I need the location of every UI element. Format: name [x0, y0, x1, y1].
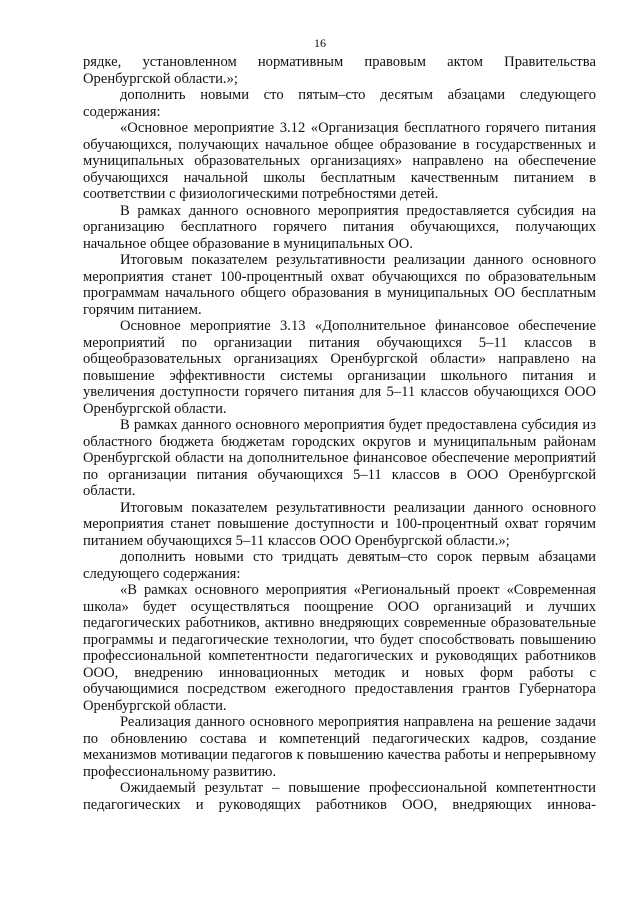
- paragraph-2: дополнить новыми сто пятым–сто десятым абзацами следующего содержания:: [83, 87, 596, 120]
- paragraph-9: дополнить новыми сто тридцать девятым–сто сорок первым абзацами следующего содержания:: [83, 549, 596, 582]
- paragraph-7: В рамках данного основного мероприятия будет предоставлена субсидия из областного бюджета бюджетам городских округов и муниципальным районам Оренбургской области на дополнительное финансовое обеспечение мероприятий по организации питания обучающихся 5–11 классов в ООО Оренбургской области.: [83, 417, 596, 499]
- paragraph-10: «В рамках основного мероприятия «Региональный проект «Современная школа» будет осуществляться поощрение ООО организаций и лучших педагогических работников, активно внедряющих современные образовательные программы и педагогические технологии, что будет способствовать повышению профессиональной компетентности педагогических и руководящих работников ООО, внедрению инновационных методик и новых форм работы с обучающимися посредством ежегодного предоставления грантов Губернатора Оренбургской области.: [83, 582, 596, 714]
- paragraph-8: Итоговым показателем результативности реализации данного основного мероприятия станет повышение доступности и 100-процентный охват горячим питанием обучающихся 5–11 классов ООО Оренбургской области.»;: [83, 499, 596, 549]
- paragraph-12: Ожидаемый результат – повышение профессиональной компетентности педагогических и руководящих работников ООО, внедряющих иннова-: [83, 780, 596, 813]
- page-number: 16: [314, 36, 326, 50]
- paragraph-3: «Основное мероприятие 3.12 «Организация бесплатного горячего питания обучающихся, получающих начальное общее образование в государственных и муниципальных образовательных организациях» направлено на обеспечение обучающихся начальной школы бесплатным качественным питанием в соответствии с физиологическими потребностями детей.: [83, 120, 596, 202]
- paragraph-1: рядке, установленном нормативным правовым актом Правительства Оренбургской области.»;: [83, 54, 596, 87]
- document-body: [83, 54, 596, 813]
- paragraph-4: В рамках данного основного мероприятия предоставляется субсидия на организацию бесплатного горячего питания обучающихся, получающих начальное общее образование в муниципальных ОО.: [83, 202, 596, 252]
- paragraph-5: Итоговым показателем результативности реализации данного основного мероприятия станет 100-процентный охват обучающихся по образовательным программам начального общего образования в муниципальных ОО бесплатным горячим питанием.: [83, 252, 596, 318]
- paragraph-6: Основное мероприятие 3.13 «Дополнительное финансовое обеспечение мероприятий по организации питания обучающихся 5–11 классов в общеобразовательных организациях Оренбургской области» направлено на повышение эффективности системы организации школьного питания и увеличения доступности горячего питания для 5–11 классов обучающихся ООО Оренбургской области.: [83, 318, 596, 417]
- paragraph-11: Реализация данного основного мероприятия направлена на решение задачи по обновлению состава и компетенций педагогических кадров, создание механизмов мотивации педагогов к повышению качества работы и непрерывному профессиональному развитию.: [83, 714, 596, 780]
